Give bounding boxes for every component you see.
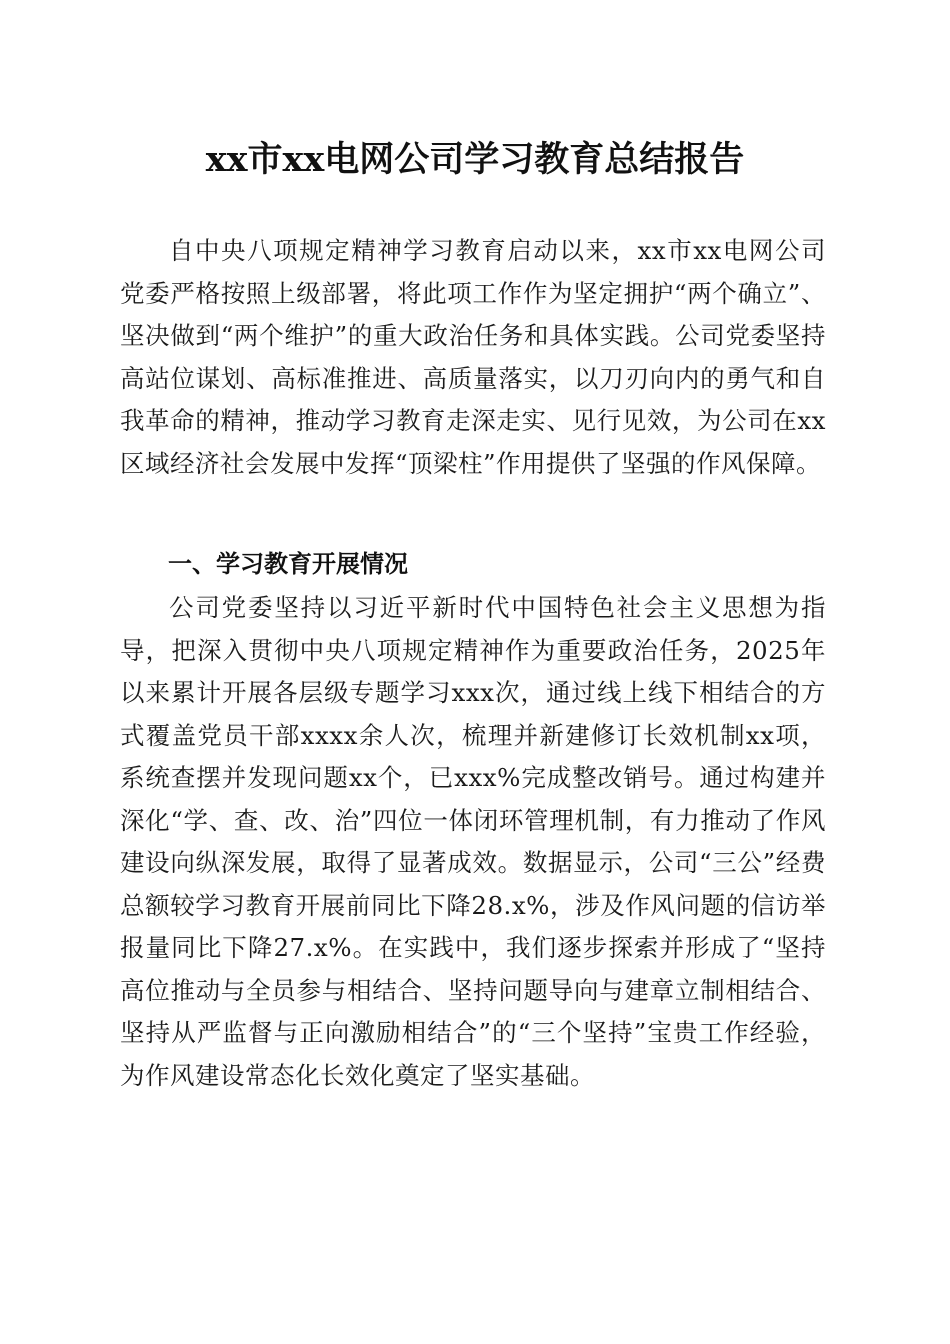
document-title: xx市xx电网公司学习教育总结报告 bbox=[205, 139, 745, 180]
section-1-paragraph: 公司党委坚持以习近平新时代中国特色社会主义思想为指导，把深入贯彻中央八项规定精神作为重要政治任务，2025年以来累计开展各层级专题学习xxx次，通过线上线下相结合的方式覆盖党员干部xxxx余人次，梳理并新建修订长效机制xx项，系统查摆并发现问题xx个，已xxx%完成整改销号。通过构建并深化“学、查、改、治”四位一体闭环管理机制，有力推动了作风建设向纵深发展，取得了显著成效。数据显示，公司“三公”经费总额较学习教育开展前同比下降28.x%，涉及作风问题的信访举报量同比下降27.x%。在实践中，我们逐步探索并形成了“坚持高位推动与全员参与相结合、坚持问题导向与建章立制相结合、坚持从严监督与正向激励相结合”的“三个坚持”宝贵工作经验，为作风建设常态化长效化奠定了坚实基础。 bbox=[120, 593, 826, 1090]
intro-paragraph: 自中央八项规定精神学习教育启动以来，xx市xx电网公司党委严格按照上级部署，将此项工作作为坚定拥护“两个确立”、坚决做到“两个维护”的重大政治任务和具体实践。公司党委坚持高站位谋划、高标准推进、高质量落实，以刀刃向内的勇气和自我革命的精神，推动学习教育走深走实、见行见效，为公司在xx区域经济社会发展中发挥“顶梁柱”作用提供了坚强的作风保障。 bbox=[120, 236, 826, 478]
section-heading-1: 一、学习教育开展情况 bbox=[168, 550, 408, 578]
